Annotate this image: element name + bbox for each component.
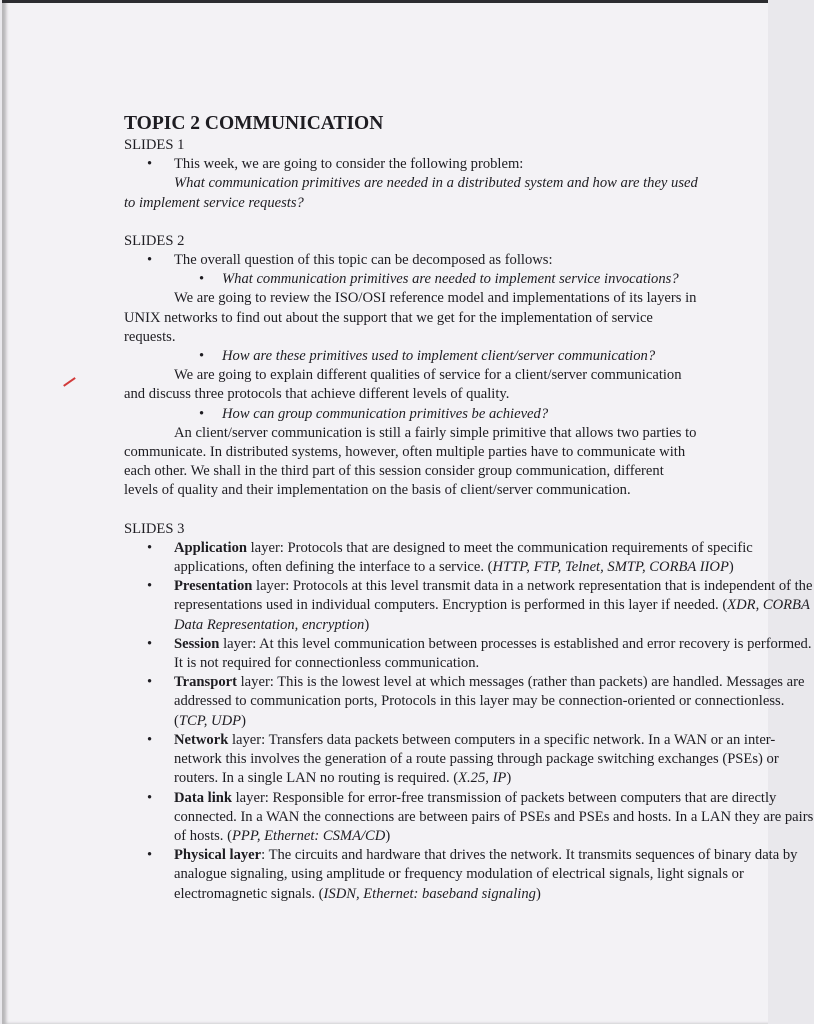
layer-description: : The circuits and hardware that drives the network. It transmits sequences of binary data by analogue signaling, using amplitude or frequency modulation of electrical signals, light signals or electromagnetic signals. ( <box>174 847 798 902</box>
slides2-question2 <box>124 347 784 366</box>
slides2-para3-line3: each other. We shall in the third part of this session consider group communication, different <box>124 463 664 480</box>
bullet-glyph: • <box>147 789 153 806</box>
layer-examples: HTTP, FTP, Telnet, SMTP, CORBA IIOP <box>492 559 729 576</box>
slides2-question2-text: How are these primitives used to implement client/server communication? <box>222 348 656 365</box>
bullet-glyph: • <box>199 405 205 422</box>
slides2-bullet <box>124 251 784 270</box>
bullet-glyph: • <box>147 578 153 595</box>
slides2-question3-text: How can group communication primitives be achieved? <box>222 405 549 422</box>
layer-description: layer: Transfers data packets between computers in a specific network. In a WAN or an inter-network this involves the generation of a route passing through package switching exchanges (PSEs) or routers. In a single LAN no routing is required. ( <box>174 731 779 787</box>
slides2-para1-line3: requests. <box>124 328 176 345</box>
slides2-para3-line4: levels of quality and their implementation on the basis of client/server communication. <box>124 482 631 499</box>
layer-name: Data link <box>174 789 232 806</box>
layer-item <box>124 846 814 904</box>
slides2-para1-line2: UNIX networks to find out about the support that we get for the implementation of service <box>124 309 653 326</box>
slides1-heading: SLIDES 1 <box>124 137 185 153</box>
layer-close: ) <box>506 770 512 787</box>
slides3-heading: SLIDES 3 <box>124 520 185 537</box>
slides2-para3-line2: communicate. In distributed systems, however, often multiple parties have to communicate with <box>124 444 686 461</box>
layer-item <box>124 577 814 635</box>
layer-name: Physical layer <box>174 847 262 864</box>
slides2-para3-line1: An client/server communication is still a fairly simple primitive that allows two parties to <box>174 424 697 441</box>
bullet-glyph: • <box>147 539 153 556</box>
layer-close: ) <box>535 885 541 902</box>
slides2-question3 <box>124 405 784 424</box>
layer-item <box>124 731 814 789</box>
slides2-para2-line2: and discuss three protocols that achieve different levels of quality. <box>124 386 510 403</box>
slides2-question1-text: What communication primitives are needed to implement service invocations? <box>222 271 679 288</box>
layer-description: layer: Protocols at this level transmit data in a network representation that is independent of the representations used in individual computers. Encryption is performed in this layer if needed. ( <box>174 578 813 614</box>
layer-close: ) <box>241 712 246 729</box>
slides2-bullet-text: The overall question of this topic can be decomposed as follows: <box>174 252 553 269</box>
slides1-bullet <box>124 155 784 174</box>
layer-item <box>124 789 814 847</box>
layer-description: layer: Responsible for error-free transmission of packets between computers that are directly connected. In a WAN the connections are between pairs of PSEs and PSEs and hosts. In a LAN they are pairs of hosts. ( <box>174 789 814 844</box>
bullet-glyph: • <box>147 252 153 269</box>
layer-item <box>124 539 814 577</box>
layer-examples: PPP, Ethernet: CSMA/CD <box>231 827 386 844</box>
page-title: TOPIC 2 COMMUNICATION <box>124 113 384 134</box>
bullet-glyph: • <box>147 674 153 691</box>
bullet-glyph: • <box>199 348 205 365</box>
bullet-glyph: • <box>147 156 153 173</box>
red-pen-mark <box>56 367 75 386</box>
layer-close: ) <box>385 827 391 844</box>
layer-name: Network <box>174 731 229 748</box>
slides1-bullet-text: This week, we are going to consider the following problem: <box>174 156 524 173</box>
layer-item <box>124 635 814 673</box>
slides2-para1-line1: We are going to review the ISO/OSI reference model and implementations of its layers in <box>174 290 697 307</box>
layer-description: layer: Protocols that are designed to meet the communication requirements of specific applications, often defining the interface to a service. ( <box>174 539 753 576</box>
layer-item <box>124 673 814 731</box>
slides2-heading: SLIDES 2 <box>124 232 185 249</box>
layer-close: ) <box>728 559 734 576</box>
bullet-glyph: • <box>147 635 153 652</box>
bullet-glyph: • <box>199 271 205 288</box>
layer-name: Transport <box>174 674 237 691</box>
layer-examples: XDR, CORBA Data Representation, encryption <box>174 597 810 633</box>
slides1-question-line2: to implement service requests? <box>124 194 304 211</box>
layer-examples: X.25, IP <box>458 770 507 787</box>
layer-examples: TCP, UDP <box>178 712 242 729</box>
bullet-glyph: • <box>147 731 153 748</box>
layer-description: layer: At this level communication between processes is established and error recovery is performed. It is not required for connectionless communication. <box>174 635 812 672</box>
scanned-page <box>2 0 814 1024</box>
layer-name: Application <box>174 539 247 556</box>
layer-description: layer: This is the lowest level at which messages (rather than packets) are handled. Messages are addressed to communication ports, Protocols in this layer may be connection-oriented or connectionless. ( <box>174 674 805 729</box>
layer-name: Presentation <box>174 578 253 595</box>
layer-close: ) <box>364 616 370 633</box>
slides2-question1 <box>124 270 784 289</box>
layer-examples: ISDN, Ethernet: baseband signaling <box>323 885 536 902</box>
slides2-para2-line1: We are going to explain different qualities of service for a client/server communication <box>174 367 682 384</box>
layer-name: Session <box>174 635 220 652</box>
document-body <box>124 112 814 904</box>
bullet-glyph: • <box>147 847 153 864</box>
slides1-question-line1: What communication primitives are needed in a distributed system and how are they used <box>174 175 698 192</box>
